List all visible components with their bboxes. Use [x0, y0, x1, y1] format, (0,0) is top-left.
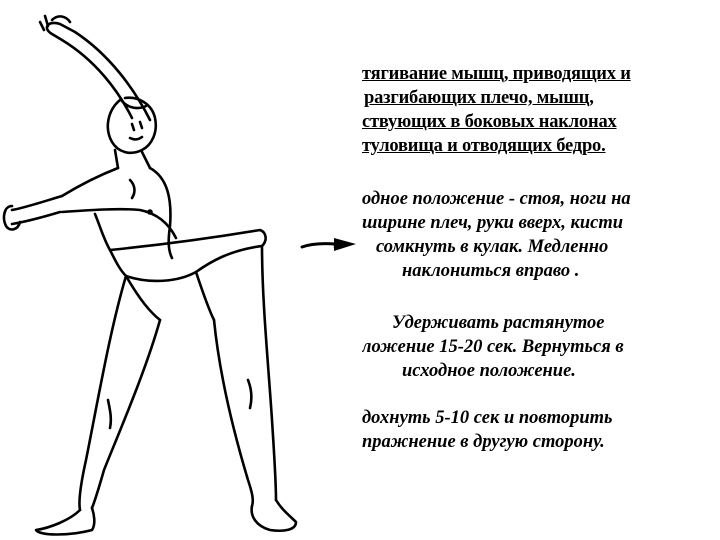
paragraph-line: сомкнуть в кулак. Медленно — [376, 237, 609, 257]
paragraph-line: ширине плеч, руки вверх, кисти — [362, 213, 624, 233]
instruction-paragraph — [362, 187, 720, 283]
title-line: туловища и отводящих бедро. — [362, 136, 606, 156]
instruction-paragraph — [362, 406, 720, 454]
paragraph-line: наклониться вправо . — [402, 261, 580, 281]
paragraph-line: дохнуть 5-10 сек и повторить — [362, 408, 613, 428]
title-line: тягивание мышц, приводящих и — [362, 64, 631, 84]
paragraph-line: пражнение в другую сторону. — [362, 432, 605, 452]
paragraph-line: Удерживать растянутое — [392, 313, 605, 333]
arrow-right-icon — [300, 233, 360, 257]
paragraph-line: исходное положение. — [402, 361, 576, 381]
paragraph-line: одное положение - стоя, ноги на — [362, 189, 631, 209]
paragraph-line: ложение 15-20 сек. Вернуться в — [362, 337, 624, 357]
stretching-figure-icon — [0, 0, 300, 540]
exercise-title — [362, 62, 720, 158]
title-line: разгибающих плечо, мышц, — [364, 88, 594, 108]
title-line: ствующих в боковых наклонах — [362, 112, 617, 132]
instruction-paragraph — [362, 311, 720, 383]
